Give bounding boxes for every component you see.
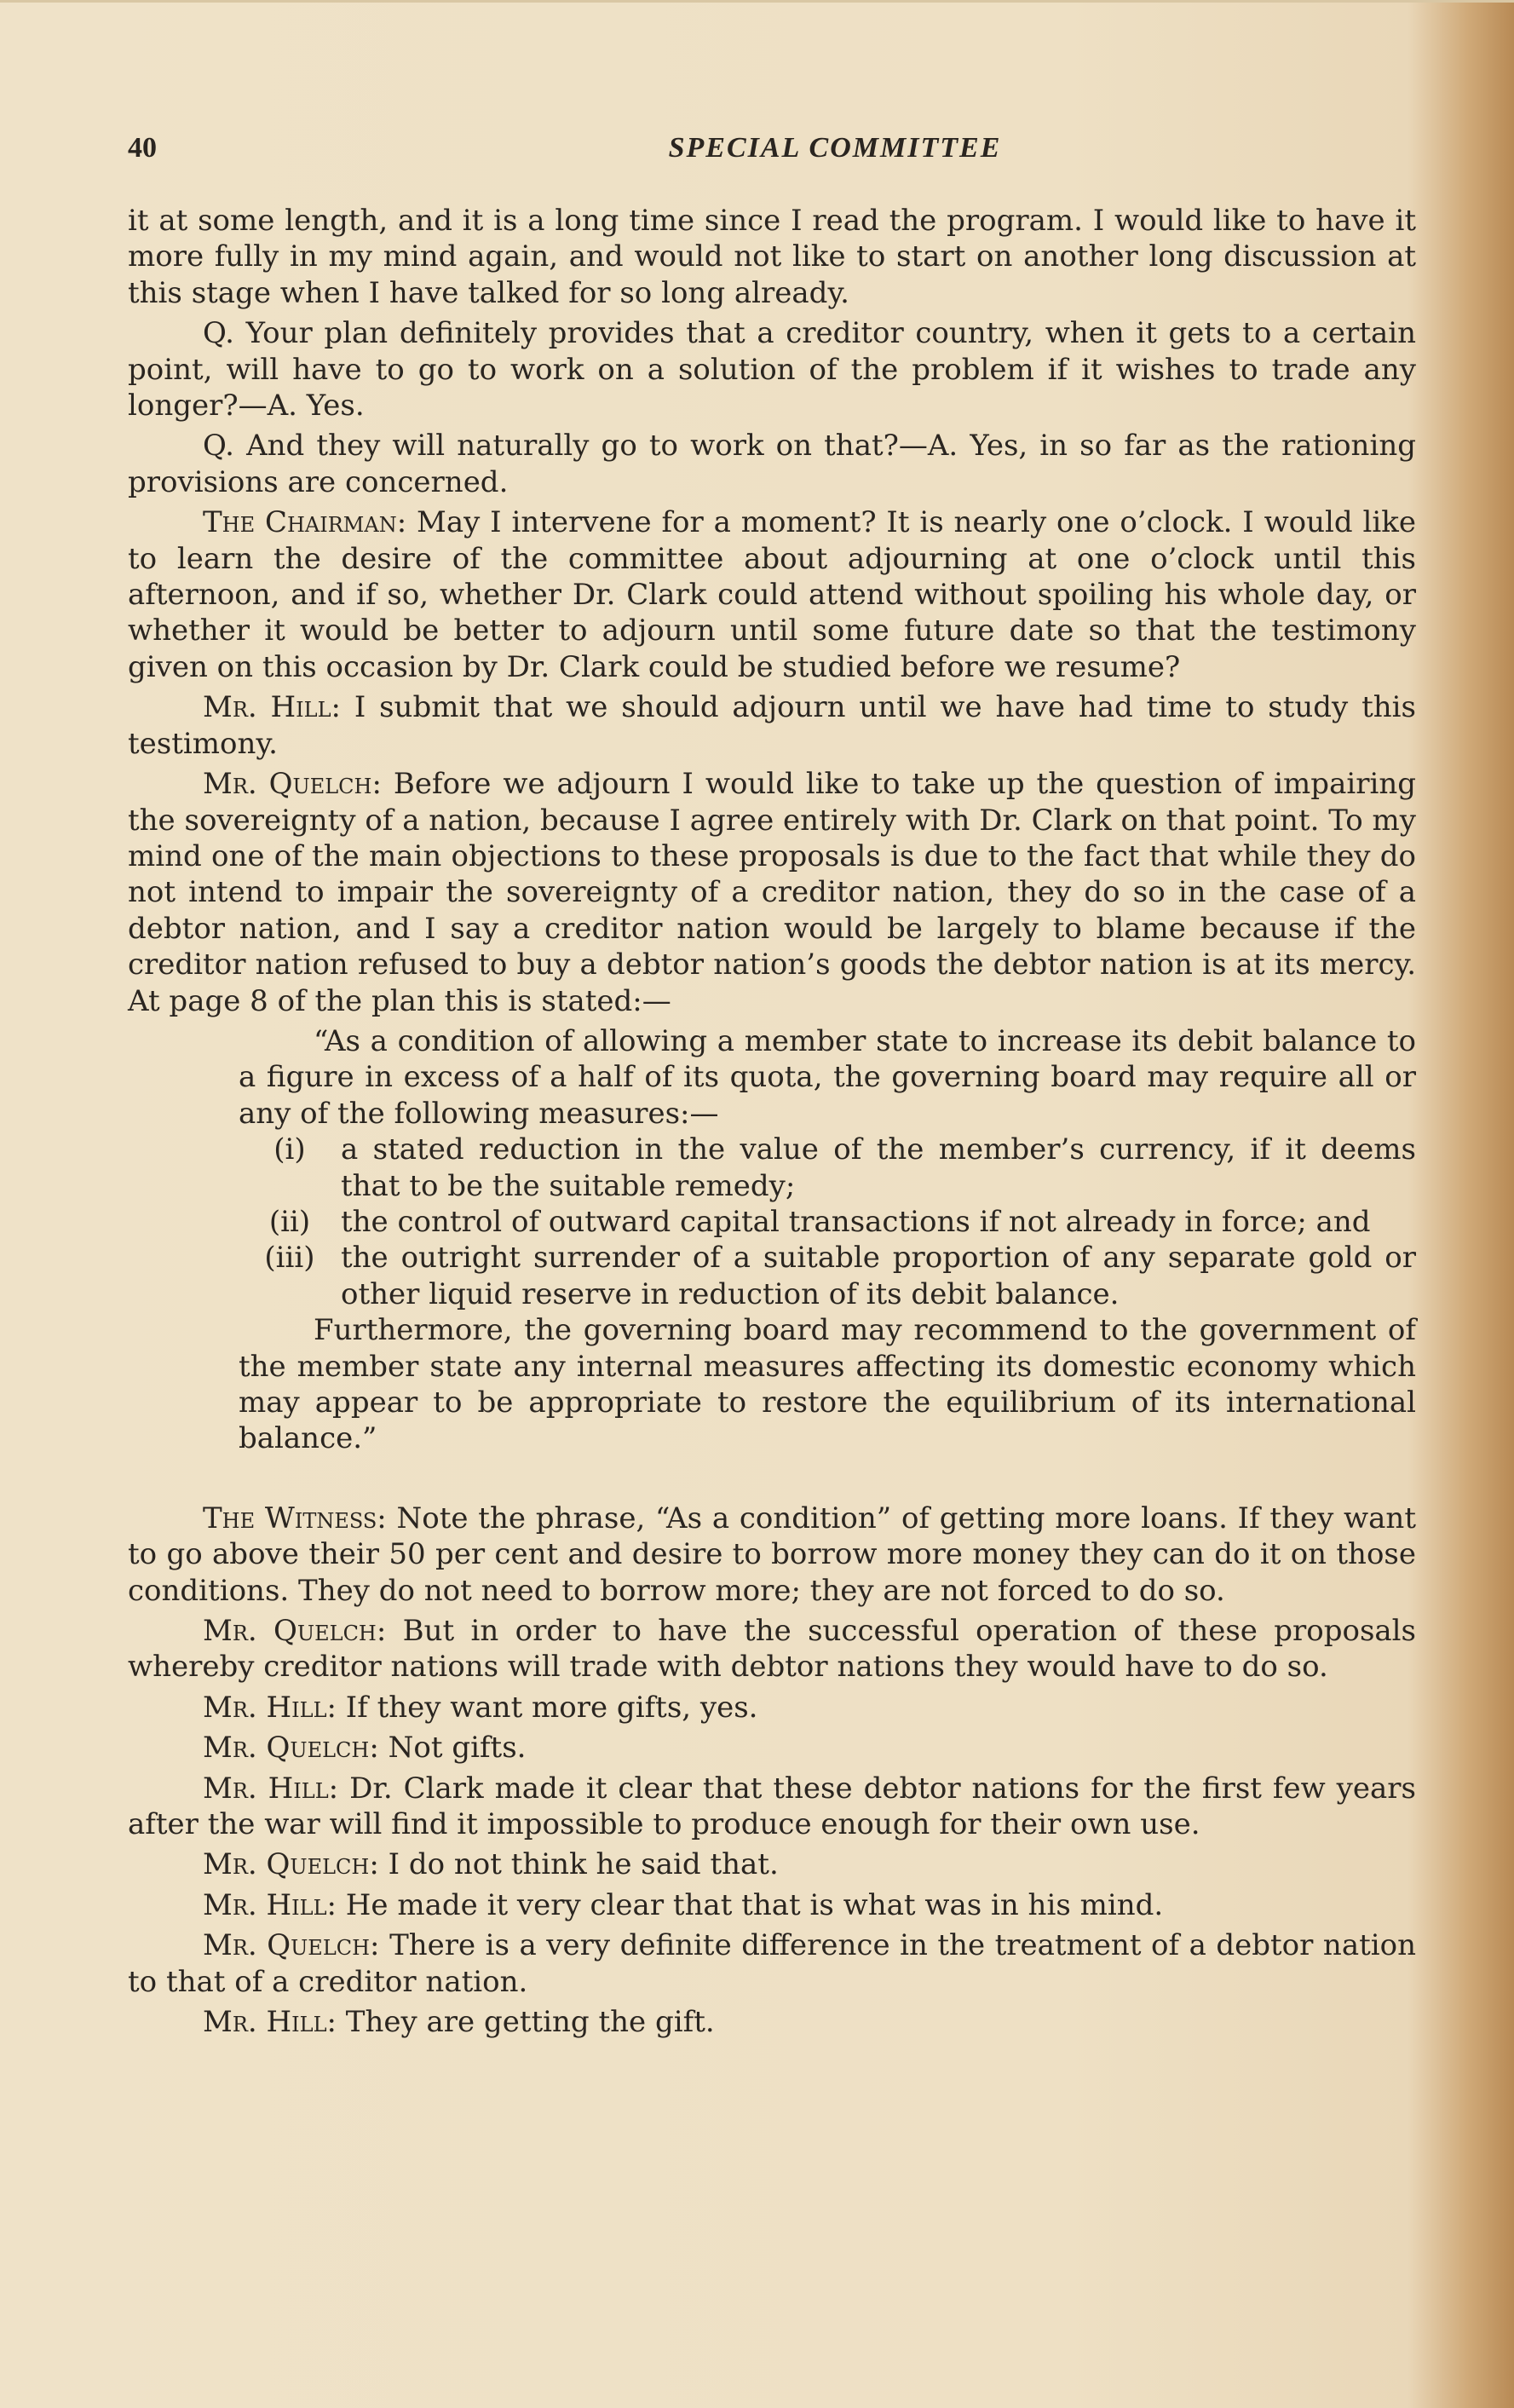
- exchange-paragraph: [128, 2004, 1416, 2040]
- speaker-name: The Chairman:: [203, 505, 407, 540]
- speaker-name: Mr. Quelch:: [203, 1847, 379, 1882]
- page-number: 40: [128, 132, 157, 164]
- page-header: [128, 132, 1423, 175]
- page-top-edge: [0, 0, 1514, 3]
- speaker-name: Mr. Quelch:: [203, 1731, 379, 1766]
- block-quote: [239, 1023, 1416, 1457]
- speaker-name: Mr. Hill:: [203, 1690, 337, 1725]
- paragraph-text: Q. And they will naturally go to work on that?—A. Yes, in so far as the rationing provisions are concerned.: [128, 429, 1416, 499]
- speaker-name: Mr. Quelch:: [203, 1928, 380, 1963]
- paragraph-text: If they want more gifts, yes.: [345, 1690, 758, 1725]
- paragraph-continuation: [128, 203, 1416, 311]
- quote-intro: “As a condition of allowing a member state to increase its debit balance to a figure in excess of a half of its quota, the governing board may require all or any of the following measures:—: [239, 1023, 1416, 1131]
- quote-item-number: (iii): [264, 1241, 315, 1276]
- paragraph-text: I do not think he said that.: [388, 1847, 779, 1882]
- paragraph-text: I submit that we should adjourn until we have had time to study this testimony.: [128, 690, 1416, 761]
- exchange-paragraph: [128, 1730, 1416, 1766]
- quote-item-number: (ii): [268, 1204, 311, 1239]
- paragraph-text: it at some length, and it is a long time since I read the program. I would like to have it more fully in my mind again, and would not like to start on another long discussion at this stage when I have talked for so long already.: [128, 204, 1416, 310]
- exchange-paragraph: [128, 1613, 1416, 1685]
- paragraph-text: Dr. Clark made it clear that these debtor nations for the first few years after the war will find it impossible to produce enough for their own use.: [128, 1771, 1416, 1842]
- paragraph-text: He made it very clear that that is what was in his mind.: [345, 1887, 1164, 1922]
- speaker-name: Mr. Hill:: [203, 690, 341, 725]
- paragraph-text: Q. Your plan definitely provides that a creditor country, when it gets to a certain point, will have to go to work on a solution of the problem if it wishes to trade any longer?—A. Yes.: [128, 316, 1416, 423]
- page-body: [128, 203, 1416, 2045]
- paragraph-text: Before we adjourn I would like to take up the question of impairing the sovereignty of a nation, because I agree entirely with Dr. Clark on that point. To my mind one of the main objections to these proposals is due to the fact that while they do not intend to impair the sovereignty of a creditor nation, they do so in the case of a debtor nation, and I say a creditor nation would be largely to blame because if the creditor nation refused to buy a debtor nation’s goods the debtor nation is at its mercy. At page 8 of the plan this is stated:—: [128, 767, 1416, 1018]
- speaker-name: Mr. Hill:: [203, 1771, 339, 1806]
- quote-item: [239, 1240, 1416, 1312]
- speaker-name: Mr. Quelch:: [203, 767, 382, 802]
- quote-closing: Furthermore, the governing board may recommend to the government of the member state any internal measures affecting its domestic economy which may appear to be appropriate to restore the equilibrium of its international balance.”: [239, 1313, 1416, 1456]
- paragraph-chairman: [128, 504, 1416, 685]
- speaker-name: Mr. Quelch:: [203, 1614, 387, 1649]
- paragraph-text: They are getting the gift.: [345, 2005, 715, 2040]
- speaker-name: The Witness:: [203, 1501, 387, 1535]
- quote-item: [239, 1132, 1416, 1204]
- exchange-paragraph: [128, 1887, 1416, 1923]
- exchange-paragraph: [128, 1771, 1416, 1843]
- paragraph-text: Not gifts.: [388, 1731, 527, 1766]
- speaker-name: Mr. Hill:: [203, 2005, 337, 2040]
- section-gap: [128, 1461, 1416, 1501]
- paragraph-question: [128, 428, 1416, 500]
- speaker-name: Mr. Hill:: [203, 1887, 337, 1922]
- exchange-paragraph: [128, 1846, 1416, 1882]
- paragraph-hill: [128, 689, 1416, 762]
- quote-item-text: the control of outward capital transactions if not already in force; and: [341, 1204, 1371, 1239]
- paragraph-quelch: [128, 766, 1416, 1019]
- exchange-paragraph: [128, 1501, 1416, 1609]
- quote-item-text: a stated reduction in the value of the member’s currency, if it deems that to be the suitable remedy;: [341, 1132, 1416, 1203]
- exchange-paragraph: [128, 1690, 1416, 1725]
- quote-item-text: the outright surrender of a suitable proportion of any separate gold or other liquid reserve in reduction of its debit balance.: [341, 1241, 1416, 1311]
- quote-item-number: (i): [273, 1132, 306, 1167]
- paragraph-text: But in order to have the successful operation of these proposals whereby creditor nations will trade with debtor nations they would have to do so.: [128, 1614, 1416, 1685]
- paragraph-text: May I intervene for a moment? It is nearly one o’clock. I would like to learn the desire of the committee about adjourning at one o’clock until this afternoon, and if so, whether Dr. Clark could attend without spoiling his whole day, or whether it would be better to adjourn until some future date so that the testimony given on this occasion by Dr. Clark could be studied before we resume?: [128, 505, 1417, 684]
- paragraph-question: [128, 315, 1416, 423]
- paragraph-text: There is a very definite difference in the treatment of a debtor nation to that of a creditor nation.: [128, 1928, 1416, 1999]
- quote-item: [239, 1204, 1416, 1240]
- paragraph-text: Note the phrase, “As a condition” of getting more loans. If they want to go above their 50 per cent and desire to borrow more money they can do it on those conditions. They do not need to borrow more; they are not forced to do so.: [128, 1501, 1416, 1608]
- running-head: SPECIAL COMMITTEE: [668, 132, 1002, 164]
- exchange-paragraph: [128, 1927, 1416, 2000]
